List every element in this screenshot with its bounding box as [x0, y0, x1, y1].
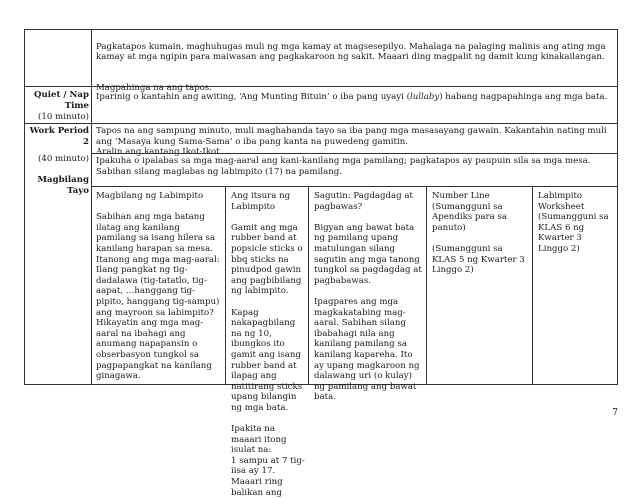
work-period-label — [25, 126, 91, 165]
magbilang-content: Ipakuha o ipalabas sa mga mag-aaral ang kani-kanilang mga pamilang; pagkatapos ay paupuin sila sa mga mesa. Sabihan silang maglabas ng labimpito (17) na pamilang. — [96, 156, 591, 177]
magbilang-title: Magbilang Tayo — [37, 175, 89, 196]
activity-grid — [91, 186, 617, 498]
top-row-content — [96, 31, 613, 94]
lesson-plan-table — [24, 29, 618, 498]
work-period-content: Tapos na ang sampung minuto, muli maghahanda tayo sa iba pang mga masasayang gawain. Kakantahin nating muli ang ‘Masaya kung Sama-Sama’ o iba pang kanta na puwedeng gamitin. Aralin ang kantang Ikot-Ikot — [96, 126, 607, 158]
quiet-text-part: ) habang nagpapahinga ang mga bata. — [439, 92, 608, 102]
row-divider — [25, 123, 617, 124]
hygiene-paragraph: Pagkatapos kumain, maghuhugas muli ng mga kamay at magsesepilyo. Mahalaga na palaging malinis ang ating mga kamay at mga ngipin para maiwasan ang pagkakaroon ng sakit. Maaari ding magpalit ng damit kung kinakailangan. — [96, 41, 606, 63]
quiet-text-italic: lullaby — [409, 92, 440, 102]
rest-line: Magpahinga na ang tapos. — [96, 83, 212, 94]
magbilang-label — [25, 175, 91, 197]
quiet-text-part: Iparinig o kantahin ang awiting, ‘Ang Munting Bituin’ o iba pang uyayi ( — [96, 92, 410, 102]
page-number: 7 — [612, 408, 618, 418]
quiet-nap-content — [96, 92, 613, 103]
activity-column-4: Number Line (Sumangguni sa Apendiks para sa panuto) (Sumangguni sa KLAS 5 ng Kwarter 3 Linggo 2) — [426, 187, 532, 384]
activity-column-1: Magbilang ng Labimpito Sabihan ang mga batang ilatag ang kanilang pamilang sa isang hilera sa kanilang harapan sa mesa. Itanong ang mga mag-aaral: Ilang pangkat ng tig-dadalawa (tig-tatatlo, tig-aapat, …hanggang tig-pipito, hanggang tig-sampu) ang mayroon sa labimpito? Hikayatin ang mga mag-aaral na ibahagi ang anumang napapansin o obserbasyon tungkol sa pagpapangkat na kanilang ginagawa. — [96, 191, 220, 382]
row-divider — [91, 153, 617, 154]
quiet-nap-label — [25, 90, 91, 123]
quiet-nap-title: Quiet / Nap Time — [34, 90, 89, 111]
row-divider — [25, 86, 617, 87]
activity-column-2: Ang itsura ng Labimpito Gamit ang mga rubber band at popsicle sticks o bbq sticks na pinudpod gawin ang pagbibilang ng labimpito. Kapag nakapagbilang na ng 10, ibungkos ito gamit ang isang rubber band at ilapag ang natitirang sticks upang bilangin ng mga bata. Ipakita na maaari itong isulat na: 1 sampu at 7 tig-iisa ay 17. Maaari ring balikan ang — [225, 187, 308, 384]
work-period-duration: (40 minuto) — [38, 154, 89, 164]
work-period-title: Work Period 2 — [29, 126, 89, 147]
quiet-nap-duration: (10 minuto) — [38, 112, 89, 122]
activity-column-5: Labimpito Worksheet (Sumangguni sa KLAS 6 ng Kwarter 3 Linggo 2) — [532, 187, 617, 384]
activity-column-3: Sagutin: Pagdagdag at pagbawas? Bigyan ang bawat bata ng pamilang upang matulungan silang sagutin ang mga tanong tungkol sa pagdagdag at pagbabawas. Ipagpares ang mga magkakatabing mag-aaral. Sabihan silang ibabahagi nila ang kanilang pamilang sa kanilang kapareha. Ito ay upang magkaroon ng dalawang uri (o kulay) ng pamilang ang bawat bata. — [308, 187, 426, 384]
